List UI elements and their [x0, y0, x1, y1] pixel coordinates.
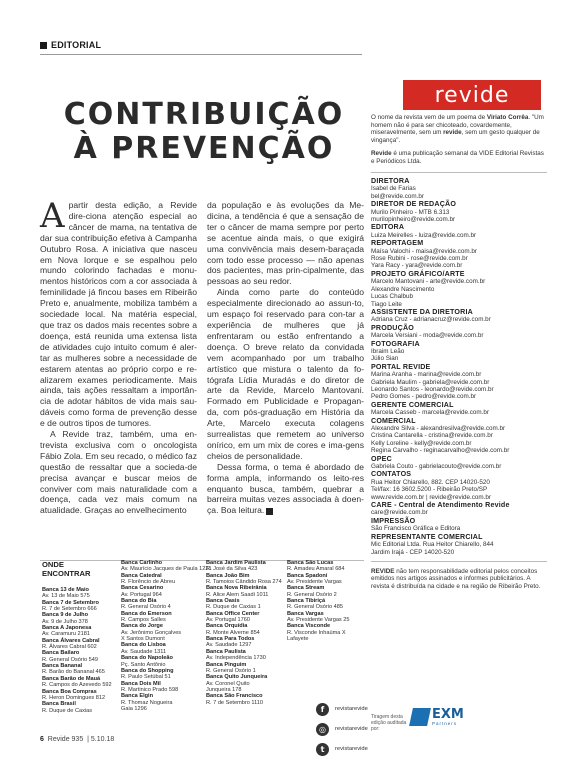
banca-entry — [206, 662, 282, 675]
banca-name: Banca Carlinho — [121, 560, 163, 566]
social-link[interactable] — [316, 699, 368, 719]
section-label-text: EDITORIAL — [51, 40, 102, 50]
banca-address: R. 7 de Setembro 666 — [42, 606, 97, 613]
banca-name: Banca Cesarino — [121, 585, 164, 592]
banca-address: R. Álvares Cabral 602 — [42, 644, 97, 651]
social-handle: revistarevide — [335, 746, 368, 752]
staff-line: Murilo Pinheiro - MTB 6.313 — [371, 208, 450, 216]
staff-line: Mic Editorial Ltda. Rua Heitor Chiarello, 844 — [371, 541, 494, 549]
banca-address: R. Alice Alem Saadi 1011 — [206, 591, 269, 598]
banca-entry — [287, 560, 350, 573]
banca-address: R. Florêncio de Abreu — [121, 579, 176, 586]
staff-line: Júlio Sian — [371, 355, 399, 363]
article-column-1 — [40, 196, 197, 516]
facebook-icon: f — [316, 703, 329, 716]
page-number: 6 — [40, 736, 44, 743]
staff-heading: CONTATOS — [371, 470, 412, 479]
staff-line: Marina Aranha - marina@revide.com.br — [371, 371, 482, 379]
banca-name: Banca Para Todos — [206, 636, 255, 643]
banca-name: Banca São Lucas — [287, 560, 334, 566]
staff-line: murilopinheiro@revide.com.br — [371, 216, 456, 224]
page-footer: 6 Revide 935 | 5.10.18 — [40, 736, 115, 743]
magazine-issue: Revide 935 — [47, 736, 84, 743]
banca-entry — [206, 573, 282, 586]
banca-entry — [42, 625, 112, 638]
banca-name: Banca do Emerson — [121, 610, 172, 617]
banca-address: R. Tamoios Cândido Rosa 274 — [206, 579, 282, 586]
banca-name: Banca Jardim Paulista — [206, 560, 266, 566]
banca-entry — [42, 638, 112, 651]
banca-name: Banca Dois Mil — [121, 680, 161, 687]
banca-entry — [121, 573, 212, 586]
banca-entry — [121, 668, 212, 681]
banca-name: Banca Stream — [287, 585, 325, 592]
banca-name: Banca João Bim — [206, 572, 250, 579]
banca-address: Pç. Santo Antônio — [121, 661, 166, 668]
banca-address: R. José da Silva 423 — [206, 566, 258, 573]
banca-address: R. Duque de Caxias 1 — [206, 604, 261, 611]
staff-heading: IMPRESSÃO — [371, 516, 416, 525]
banca-name: Banca Elgin — [121, 693, 154, 700]
banca-address: R. General Osório 1 — [206, 667, 256, 674]
banca-name: Banca 13 de Maio — [42, 587, 89, 593]
banca-entry — [206, 598, 282, 611]
banca-entry — [42, 676, 112, 689]
instagram-icon: ◎ — [316, 723, 329, 736]
article-paragraph: Apartir desta edição, a Revide dire-ciona atenção especial ao câncer de mama, na tentativa de dar sua contribuição efetiva à Campanha Outubro Rosa. A iniciativa que nasceu em Nova Iorque e se espalhou pelo mundo colorindo fachadas e monu-mentos históricos com a cor associada à feminilidade já fincou bases em Ribeirão Preto e, anualmente, mobiliza também a sociedade local. Na matéria especial, que traz os dados mais recentes sobre a doença, está reunida uma extensa lista de atividades cujo intuito comum é aler-tar as mulheres sobre a necessidade de estarem atentas ao próprio corpo e re-alizarem exames periodicamente. Mais ainda, tais ações ressaltam a importân-cia de adotar hábitos de vida mais sau-dáveis como forma de prevenção desse e de outros tipos de tumores. — [40, 196, 197, 429]
staff-line: bel@revide.com.br — [371, 192, 424, 200]
banca-entry — [42, 600, 112, 613]
banca-name: Banca do Napoleão — [121, 655, 173, 662]
exm-mark-icon — [409, 708, 431, 726]
staff-line: care@revide.com.br — [371, 509, 428, 517]
banca-entry — [287, 611, 350, 624]
banca-name: Banca Oasis — [206, 598, 240, 605]
twitter-icon: t — [316, 743, 329, 756]
social-link[interactable] — [316, 719, 368, 739]
banca-entry — [42, 663, 112, 676]
headline-line-1: CONTRIBUIÇÃO — [63, 97, 345, 132]
banca-entry — [287, 623, 350, 642]
staff-heading: GERENTE COMERCIAL — [371, 400, 454, 409]
banca-address: Av. Independência 1730 — [206, 655, 266, 662]
banca-name: Banca do Lisboa — [121, 642, 166, 649]
banca-name: Banca A Japonesa — [42, 625, 92, 632]
staff-heading: OPEC — [371, 454, 392, 463]
banca-entry — [121, 655, 212, 668]
staff-heading: PROJETO GRÁFICO/ARTE — [371, 269, 465, 278]
banca-entry — [42, 689, 112, 702]
staff-line: www.revide.com.br | revide@revide.com.br — [371, 493, 492, 501]
staff-heading: DIRETOR DE REDAÇÃO — [371, 200, 457, 209]
banca-address: Av. Saudade 1311 — [121, 648, 167, 655]
staff-line: Lucas Chalbub — [371, 293, 414, 301]
banca-name: Banca Visconde — [287, 623, 331, 630]
banca-entry — [121, 585, 212, 598]
banca-name: Banca Spadoni — [287, 572, 328, 579]
end-mark-icon — [266, 508, 273, 515]
staff-line: Alexandre Silva - alexandresilva@revide.com.br — [371, 425, 506, 432]
banca-name: Banca Bananal — [42, 663, 83, 670]
banca-address: R. Duque de Caxias — [42, 707, 93, 714]
banca-address: Lafayete — [287, 636, 309, 643]
editorial-notice: REVIDE não tem responsabilidade editorial pelos conceitos emitidos nos artigos assinados e informes publicitários. A revista é distribuída na cidade e na região de Ribeirão Preto. — [371, 567, 541, 590]
banca-name: Banca 9 de Julho — [42, 612, 89, 619]
exm-logo: EXM Partners — [411, 708, 464, 726]
banca-address: R. Paulo Setúbal 51 — [121, 674, 171, 681]
dropcap: A — [40, 196, 65, 236]
staff-heading: FOTOGRAFIA — [371, 339, 420, 348]
banca-entry — [42, 612, 112, 625]
banca-address: R. Campos do Azevedo 592 — [42, 682, 112, 689]
masthead — [371, 114, 547, 590]
banca-entry — [121, 693, 212, 712]
banca-address: R. Campos Salles — [121, 617, 166, 624]
staff-line: São Francisco Gráfica e Editora — [371, 525, 461, 533]
social-links — [316, 699, 368, 759]
staff-line: Isabel de Farias — [371, 185, 416, 193]
staff-heading: DIRETORA — [371, 177, 410, 185]
banca-name: Banca Catedral — [121, 572, 162, 579]
social-handle: revistarevide — [335, 706, 368, 712]
banca-address: Av. Presidente Vargas 25 — [287, 617, 350, 624]
banca-address: Junqueira 178 — [206, 686, 242, 693]
staff-line: Maísa Valochi - maisa@revide.com.br — [371, 247, 478, 255]
banca-entry — [206, 611, 282, 624]
banca-entry — [121, 642, 212, 655]
banca-address: Av. Jerônimo Gonçalves — [121, 629, 182, 636]
banca-address: R. Thomaz Nogueira — [121, 699, 173, 706]
banca-entry — [206, 585, 282, 598]
banca-name: Banca do Bia — [121, 598, 157, 605]
staff-line: Tel/fax: 16 3602.5200 - Ribeirão Preto/SP — [371, 486, 488, 494]
banca-name: Banca Nova Ribeirânia — [206, 585, 267, 592]
banca-address: Av. Portugal 964 — [121, 591, 162, 598]
banca-address: Av. 9 de Julho 378 — [42, 618, 88, 625]
banca-entry — [206, 693, 282, 706]
staff-line: Yara Racy - yara@revide.com.br — [371, 262, 463, 270]
social-link[interactable] — [316, 739, 368, 759]
banca-name: Banca Quito Junqueira — [206, 674, 268, 681]
staff-line: Marcela Casseb - marcela@revide.com.br — [371, 409, 490, 417]
staff-line: Rua Heitor Chiarello, 882. CEP 14020-520 — [371, 478, 490, 486]
banca-name: Banca Vargas — [287, 610, 324, 617]
banca-address: Av. Portugal 1760 — [206, 617, 250, 624]
banca-entry — [42, 587, 112, 600]
banca-name: Banca Boa Compras — [42, 688, 97, 695]
publication-info: Revide é uma publicação semanal da VIDE Editorial Revistas e Periódicos Ltda. — [371, 150, 544, 165]
onde-encontrar-heading: ONDE ENCONTRAR — [42, 560, 91, 578]
article-paragraph: Ainda como parte do conteúdo especialmente direcionado ao assun-to, um espaço foi reservado para con-tar a experiência de mulheres que já enfrentaram ou estão enfrentando a doença. O breve relato da convidada vem acompanhado por um trabalho artístico que mistura o talento da fo-tógrafa Lídia Muradás e do diretor de arte da Revide, Marcelo Mantovani. Formado em Publicidade e Propagan-da, com pós-graduação em História da Arte, Marcelo executa colagens surrealistas que remetem ao universo onírico, em um mix de cores e ima-gens cheios de personalidade. — [207, 287, 364, 461]
staff-heading: PRODUÇÃO — [371, 323, 414, 332]
bancas-column — [42, 587, 112, 714]
bancas-column — [121, 560, 212, 712]
banca-address: Av. Saudade 1297 — [206, 642, 252, 649]
staff-line: Kelly Loreline - kelly@revide.com.br — [371, 439, 472, 447]
banca-name: Banca São Francisco — [206, 693, 263, 700]
article-paragraph: da população e às evoluções da Me-dicina, a tendência é que a sensação de ter o câncer de mama sempre por perto se acentue ainda mais, o que exigirá uma convivência mais desem-baraçada com todo esse processo — não apenas dos pacientes, mas prin-cipalmente, das pessoas ao seu redor. — [207, 200, 364, 287]
banca-name: Banca Tibiriçá — [287, 598, 326, 605]
banca-name: Banca do Jorge — [121, 623, 163, 630]
staff-line: Luiza Meirelles - luiza@revide.com.br — [371, 231, 477, 239]
banca-entry — [206, 560, 282, 573]
banca-name: Banca Pinguim — [206, 661, 247, 668]
staff-heading: CARE - Central de Atendimento Revide — [371, 501, 510, 510]
banca-address: Av. 13 de Maio 575 — [42, 593, 90, 600]
banca-address: R. 7 de Setembro 1110 — [206, 699, 264, 706]
article-body — [40, 196, 364, 516]
section-rule — [40, 54, 362, 55]
social-handle: revistarevide — [335, 726, 368, 732]
staff-line: Gabriela Couto - gabrielacouto@revide.com.br — [371, 463, 502, 471]
banca-address: R. Martinico Prado 598 — [121, 686, 179, 693]
bancas-column — [287, 560, 350, 642]
banca-address: Gaia 1296 — [121, 705, 147, 712]
banca-address: R. Heron Domingues 812 — [42, 694, 106, 701]
banca-name: Banca 7 de Setembro — [42, 599, 99, 606]
staff-line: Tiago Leite — [371, 300, 402, 308]
revide-logo: revide — [403, 80, 541, 110]
banca-entry — [287, 573, 350, 586]
staff-heading: PORTAL REVIDE — [371, 362, 431, 371]
staff-line: Rose Rubini - rose@revide.com.br — [371, 255, 468, 263]
staff-heading: COMERCIAL — [371, 416, 416, 425]
banca-address: R. Barão do Bananal 465 — [42, 669, 105, 676]
banca-entry — [121, 598, 212, 611]
banca-address: R. Monte Alverne 854 — [206, 629, 260, 636]
banca-entry — [206, 623, 282, 636]
banca-entry — [42, 701, 112, 714]
banca-name: Banca Álvares Cabral — [42, 637, 100, 644]
banca-entry — [287, 598, 350, 611]
masthead-rule — [371, 561, 547, 562]
staff-line: Regina Carvalho - reginacarvalho@revide.com.br — [371, 447, 510, 455]
article-paragraph: Dessa forma, o tema é abordado de forma ampla, informando os leito-res enquanto busca, também, quebrar a barreira muitas vezes associada à doen-ça. Boa leitura. — [207, 461, 364, 516]
staff-heading: ASSISTENTE DA DIRETORIA — [371, 307, 473, 316]
banca-entry — [121, 611, 212, 624]
banca-address: Av. Maurício Jacques de Paula 1221 — [121, 566, 212, 573]
section-square-icon — [40, 42, 47, 49]
banca-address: Av. Coronel Quito — [206, 680, 250, 687]
staff-list — [371, 177, 547, 556]
staff-line: Marcela Versiani - moda@revide.com.br — [371, 332, 484, 340]
staff-line: Leonardo Santos - leonardo@revide.com.br — [371, 385, 494, 393]
banca-entry — [42, 650, 112, 663]
banca-entry — [206, 649, 282, 662]
staff-line: Alexandre Nascimento — [371, 285, 435, 293]
staff-line: Jardim Irajá - CEP 14020-520 — [371, 548, 455, 556]
staff-line: Marcelo Mantovani - arte@revide.com.br — [371, 278, 486, 286]
banca-address: R. General Osório 485 — [287, 604, 343, 611]
masthead-rule — [371, 172, 547, 173]
headline-line-2: À PREVENÇÃO — [73, 131, 335, 166]
banca-address: R. Visconde Inhaúma X — [287, 629, 346, 636]
banca-name: Banca Bailaro — [42, 650, 80, 657]
staff-line: Pedro Gomes - pedro@revide.com.br — [371, 393, 477, 401]
staff-line: Cristina Cantarella - cristina@revide.com.br — [371, 432, 493, 440]
banca-entry — [121, 560, 212, 573]
banca-name: Banca Orquídia — [206, 623, 248, 630]
staff-heading: REPORTAGEM — [371, 239, 424, 248]
issue-date: 5.10.18 — [90, 736, 115, 743]
banca-address: X Santos Dumont — [121, 636, 165, 643]
banca-address: Av. Presidente Vargas — [287, 579, 342, 586]
banca-address: R. General Osório 2 — [287, 591, 337, 598]
bancas-column — [206, 560, 282, 706]
banca-address: R. General Osório 4 — [121, 604, 171, 611]
banca-name: Banca Brasil — [42, 701, 76, 708]
banca-address: Av. Caramuru 2181 — [42, 631, 90, 638]
banca-entry — [121, 681, 212, 694]
banca-name: Banca do Shopping — [121, 667, 174, 674]
article-paragraph: A Revide traz, também, uma en-trevista exclusiva com o oncologista Fábio Zola. Em seu recado, o médico faz questão de ressaltar que a socieda-de precisa avançar e buscar meios de conviver com mais naturalidade com a doença, cada vez mais comum na atualidade. Graças ao envelhecimento — [40, 429, 197, 516]
staff-line: Adriana Cruz - adrianacruz@revide.com.br — [371, 316, 491, 324]
banca-name: Banca Barão de Mauá — [42, 675, 101, 682]
banca-entry — [206, 674, 282, 693]
headline — [44, 98, 364, 166]
banca-name: Banca Paulista — [206, 648, 246, 655]
banca-entry — [206, 636, 282, 649]
banca-entry — [121, 623, 212, 642]
section-label — [40, 40, 101, 50]
banca-address: R. General Osório 549 — [42, 656, 98, 663]
staff-line: Gabriela Maulim - gabriela@revide.com.br — [371, 378, 490, 386]
staff-heading: REPRESENTANTE COMERCIAL — [371, 532, 483, 541]
tiragem-note: Tiragem desta edição auditada por: — [371, 714, 407, 732]
cover-note: O nome da revista vem de um poema de Viriato Corrêa. "Um homem não é para ser chicoteado, covardemente, miseravelmente, sem um revide, sem um gesto qualquer de vingança". — [371, 114, 544, 144]
article-column-2 — [207, 200, 364, 516]
banca-entry — [287, 585, 350, 598]
staff-line: Ibraim Leão — [371, 347, 405, 355]
banca-address: R. Amadeu Amaral 684 — [287, 566, 345, 573]
staff-heading: EDITORA — [371, 223, 405, 232]
banca-name: Banca Office Center — [206, 610, 260, 617]
